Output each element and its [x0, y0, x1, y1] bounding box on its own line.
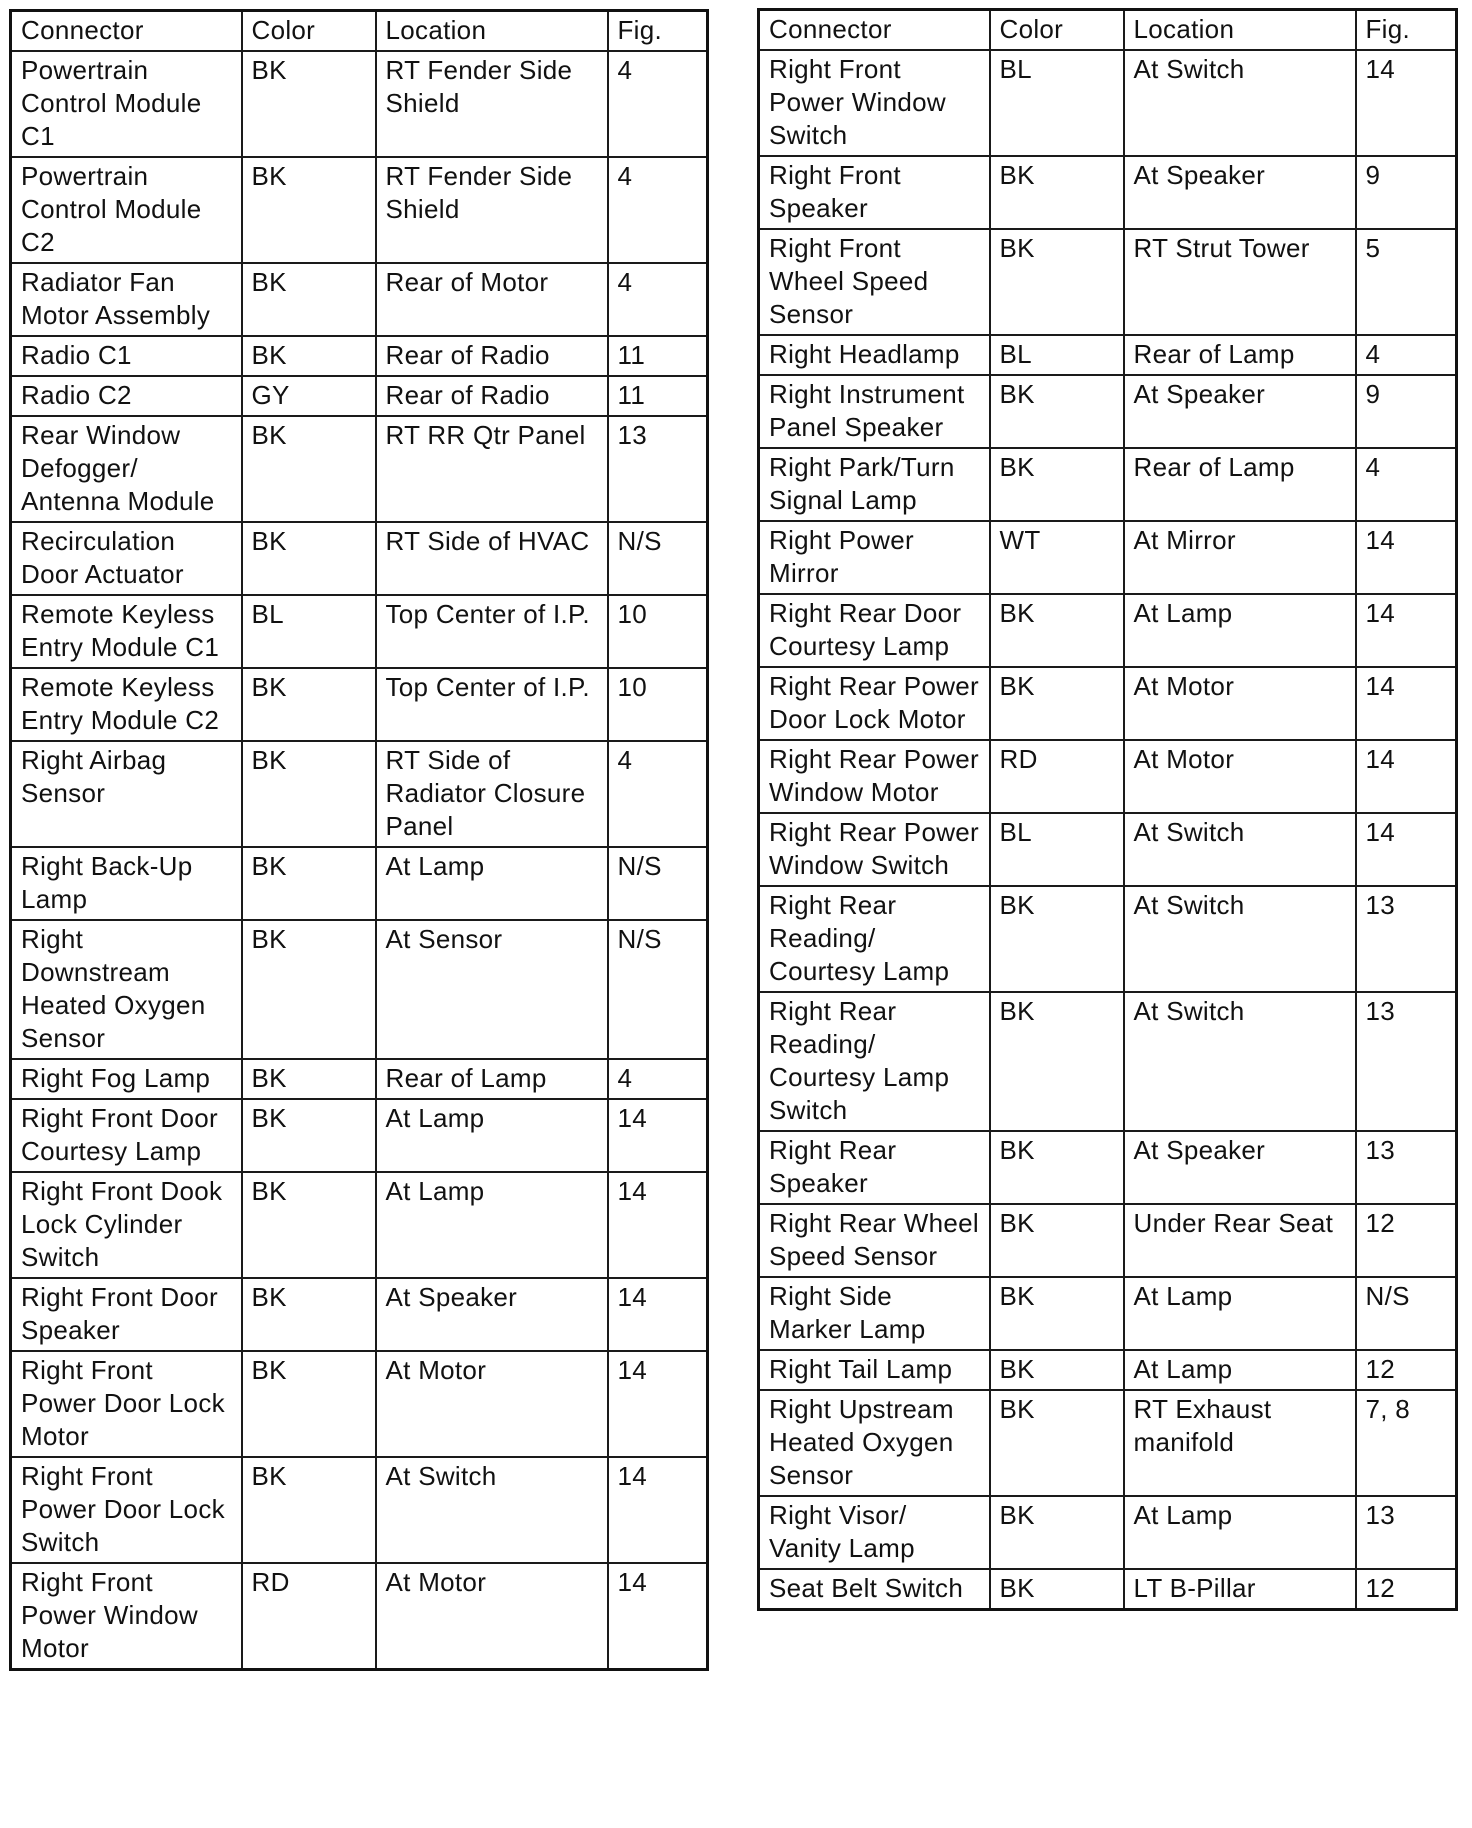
cell-color: BK — [242, 1278, 376, 1351]
cell-color: GY — [242, 376, 376, 416]
table-row — [11, 1278, 708, 1351]
cell-color: BK — [990, 1569, 1124, 1610]
cell-location: At Lamp — [1124, 1277, 1356, 1350]
cell-fig: 13 — [608, 416, 708, 522]
cell-location: Rear of Radio — [376, 376, 608, 416]
cell-color: BK — [242, 1099, 376, 1172]
cell-location: RT Side of HVAC — [376, 522, 608, 595]
table-row — [11, 376, 708, 416]
table-row — [759, 335, 1457, 375]
cell-connector: Right Park/Turn Signal Lamp — [759, 448, 990, 521]
cell-connector: Right Instrument Panel Speaker — [759, 375, 990, 448]
cell-connector: Right Front Power Window Switch — [759, 50, 990, 156]
header-connector: Connector — [759, 10, 990, 51]
cell-fig: 14 — [1356, 521, 1457, 594]
cell-connector: Right Side Marker Lamp — [759, 1277, 990, 1350]
cell-color: BK — [990, 1496, 1124, 1569]
table-header-row — [11, 11, 708, 52]
cell-location: Under Rear Seat — [1124, 1204, 1356, 1277]
cell-location: At Switch — [1124, 50, 1356, 156]
cell-color: BK — [990, 375, 1124, 448]
cell-connector: Right Rear Power Window Switch — [759, 813, 990, 886]
cell-color: BK — [990, 229, 1124, 335]
table-row — [759, 1390, 1457, 1496]
cell-location: At Speaker — [1124, 156, 1356, 229]
table-row — [11, 336, 708, 376]
table-row — [11, 1457, 708, 1563]
cell-location: At Motor — [1124, 667, 1356, 740]
cell-location: RT Fender Side Shield — [376, 157, 608, 263]
cell-connector: Radio C1 — [11, 336, 242, 376]
cell-connector: Right Headlamp — [759, 335, 990, 375]
cell-location: At Motor — [376, 1563, 608, 1670]
cell-fig: 14 — [1356, 667, 1457, 740]
table-row — [759, 1569, 1457, 1610]
cell-fig: 12 — [1356, 1204, 1457, 1277]
cell-fig: 14 — [1356, 813, 1457, 886]
cell-location: Top Center of I.P. — [376, 595, 608, 668]
cell-color: BK — [242, 1172, 376, 1278]
cell-location: At Sensor — [376, 920, 608, 1059]
cell-fig: 4 — [608, 51, 708, 157]
cell-connector: Right Front Door Courtesy Lamp — [11, 1099, 242, 1172]
header-location: Location — [1124, 10, 1356, 51]
cell-fig: N/S — [608, 522, 708, 595]
cell-fig: 14 — [608, 1099, 708, 1172]
cell-connector: Right Front Power Door Lock Motor — [11, 1351, 242, 1457]
cell-fig: 9 — [1356, 375, 1457, 448]
table-row — [759, 1131, 1457, 1204]
table-row — [759, 813, 1457, 886]
cell-fig: 14 — [608, 1563, 708, 1670]
cell-fig: 4 — [608, 263, 708, 336]
cell-connector: Right Upstream Heated Oxygen Sensor — [759, 1390, 990, 1496]
cell-connector: Right Rear Speaker — [759, 1131, 990, 1204]
cell-color: BK — [990, 448, 1124, 521]
cell-color: BL — [990, 813, 1124, 886]
table-row — [11, 416, 708, 522]
table-row — [11, 1099, 708, 1172]
cell-fig: N/S — [608, 920, 708, 1059]
cell-color: BK — [242, 920, 376, 1059]
cell-fig: 4 — [1356, 448, 1457, 521]
header-connector: Connector — [11, 11, 242, 52]
cell-fig: 14 — [1356, 594, 1457, 667]
cell-fig: 14 — [1356, 50, 1457, 156]
header-location: Location — [376, 11, 608, 52]
cell-fig: 11 — [608, 336, 708, 376]
cell-location: RT Exhaust manifold — [1124, 1390, 1356, 1496]
table-row — [11, 1172, 708, 1278]
cell-color: BL — [242, 595, 376, 668]
cell-color: BK — [242, 51, 376, 157]
cell-fig: 13 — [1356, 886, 1457, 992]
cell-connector: Radiator Fan Motor Assembly — [11, 263, 242, 336]
table-row — [759, 375, 1457, 448]
cell-fig: 4 — [608, 741, 708, 847]
cell-connector: Right Visor/ Vanity Lamp — [759, 1496, 990, 1569]
cell-location: At Lamp — [376, 847, 608, 920]
cell-connector: Radio C2 — [11, 376, 242, 416]
cell-color: BK — [242, 416, 376, 522]
cell-fig: 9 — [1356, 156, 1457, 229]
cell-fig: 5 — [1356, 229, 1457, 335]
cell-location: Rear of Lamp — [1124, 335, 1356, 375]
cell-fig: 12 — [1356, 1569, 1457, 1610]
cell-color: BK — [242, 1457, 376, 1563]
table-row — [11, 51, 708, 157]
cell-location: RT Fender Side Shield — [376, 51, 608, 157]
cell-fig: N/S — [1356, 1277, 1457, 1350]
cell-connector: Right Rear Reading/ Courtesy Lamp Switch — [759, 992, 990, 1131]
cell-connector: Right Rear Power Door Lock Motor — [759, 667, 990, 740]
cell-connector: Seat Belt Switch — [759, 1569, 990, 1610]
cell-fig: 13 — [1356, 1131, 1457, 1204]
table-row — [759, 740, 1457, 813]
cell-color: BK — [990, 1204, 1124, 1277]
table-row — [11, 1351, 708, 1457]
cell-location: At Lamp — [1124, 594, 1356, 667]
cell-color: BK — [242, 668, 376, 741]
header-color: Color — [990, 10, 1124, 51]
table-row — [11, 668, 708, 741]
cell-connector: Right Front Power Window Motor — [11, 1563, 242, 1670]
cell-location: At Switch — [1124, 813, 1356, 886]
cell-color: BK — [242, 1059, 376, 1099]
cell-connector: Right Rear Door Courtesy Lamp — [759, 594, 990, 667]
table-row — [759, 667, 1457, 740]
cell-location: At Lamp — [1124, 1350, 1356, 1390]
cell-connector: Rear Window Defogger/ Antenna Module — [11, 416, 242, 522]
cell-fig: 10 — [608, 595, 708, 668]
cell-color: BK — [990, 156, 1124, 229]
table-header-row — [759, 10, 1457, 51]
cell-color: BK — [242, 741, 376, 847]
cell-color: BK — [242, 157, 376, 263]
table-row — [759, 521, 1457, 594]
table-row — [11, 595, 708, 668]
cell-location: At Speaker — [1124, 375, 1356, 448]
cell-location: At Lamp — [376, 1099, 608, 1172]
cell-location: Rear of Motor — [376, 263, 608, 336]
table-row — [11, 263, 708, 336]
cell-connector: Right Fog Lamp — [11, 1059, 242, 1099]
cell-location: At Lamp — [376, 1172, 608, 1278]
cell-color: BK — [990, 1277, 1124, 1350]
cell-location: RT Side of Radiator Closure Panel — [376, 741, 608, 847]
cell-connector: Right Rear Reading/ Courtesy Lamp — [759, 886, 990, 992]
table-row — [759, 1496, 1457, 1569]
cell-location: At Motor — [1124, 740, 1356, 813]
cell-fig: 14 — [608, 1351, 708, 1457]
cell-fig: 14 — [608, 1278, 708, 1351]
cell-color: BK — [242, 336, 376, 376]
cell-location: Rear of Lamp — [1124, 448, 1356, 521]
cell-color: BL — [990, 335, 1124, 375]
cell-color: BK — [990, 1390, 1124, 1496]
cell-connector: Right Front Speaker — [759, 156, 990, 229]
table-row — [759, 448, 1457, 521]
table-row — [11, 741, 708, 847]
cell-connector: Right Downstream Heated Oxygen Sensor — [11, 920, 242, 1059]
table-row — [11, 1563, 708, 1670]
cell-fig: 10 — [608, 668, 708, 741]
cell-color: RD — [242, 1563, 376, 1670]
table-row — [11, 157, 708, 263]
cell-location: At Speaker — [376, 1278, 608, 1351]
header-color: Color — [242, 11, 376, 52]
cell-location: At Switch — [1124, 886, 1356, 992]
table-row — [759, 50, 1457, 156]
cell-color: BK — [242, 522, 376, 595]
cell-connector: Powertrain Control Module C2 — [11, 157, 242, 263]
cell-location: At Motor — [376, 1351, 608, 1457]
table-row — [759, 156, 1457, 229]
cell-color: BL — [990, 50, 1124, 156]
cell-location: At Switch — [1124, 992, 1356, 1131]
header-fig: Fig. — [1356, 10, 1457, 51]
cell-color: BK — [990, 992, 1124, 1131]
cell-fig: 14 — [608, 1172, 708, 1278]
cell-connector: Powertrain Control Module C1 — [11, 51, 242, 157]
cell-location: RT Strut Tower — [1124, 229, 1356, 335]
cell-fig: N/S — [608, 847, 708, 920]
cell-color: RD — [990, 740, 1124, 813]
cell-location: Top Center of I.P. — [376, 668, 608, 741]
cell-connector: Right Airbag Sensor — [11, 741, 242, 847]
cell-connector: Right Power Mirror — [759, 521, 990, 594]
cell-location: At Switch — [376, 1457, 608, 1563]
cell-fig: 12 — [1356, 1350, 1457, 1390]
cell-location: Rear of Radio — [376, 336, 608, 376]
cell-connector: Right Front Dook Lock Cylinder Switch — [11, 1172, 242, 1278]
cell-connector: Recirculation Door Actuator — [11, 522, 242, 595]
cell-location: At Lamp — [1124, 1496, 1356, 1569]
table-row — [759, 992, 1457, 1131]
cell-fig: 4 — [608, 157, 708, 263]
cell-connector: Right Front Door Speaker — [11, 1278, 242, 1351]
cell-color: BK — [990, 594, 1124, 667]
cell-fig: 13 — [1356, 992, 1457, 1131]
cell-color: BK — [242, 1351, 376, 1457]
cell-fig: 4 — [608, 1059, 708, 1099]
table-row — [759, 1350, 1457, 1390]
table-row — [759, 886, 1457, 992]
header-fig: Fig. — [608, 11, 708, 52]
cell-color: BK — [990, 667, 1124, 740]
cell-fig: 14 — [1356, 740, 1457, 813]
connector-table-right — [757, 8, 1458, 1611]
cell-location: At Speaker — [1124, 1131, 1356, 1204]
table-row — [759, 1204, 1457, 1277]
table-row — [759, 229, 1457, 335]
cell-color: BK — [242, 847, 376, 920]
cell-location: Rear of Lamp — [376, 1059, 608, 1099]
cell-color: BK — [990, 1131, 1124, 1204]
cell-connector: Right Front Wheel Speed Sensor — [759, 229, 990, 335]
cell-connector: Remote Keyless Entry Module C2 — [11, 668, 242, 741]
cell-color: BK — [990, 1350, 1124, 1390]
cell-fig: 4 — [1356, 335, 1457, 375]
table-row — [11, 522, 708, 595]
cell-connector: Right Rear Wheel Speed Sensor — [759, 1204, 990, 1277]
table-row — [11, 920, 708, 1059]
cell-location: At Mirror — [1124, 521, 1356, 594]
cell-fig: 11 — [608, 376, 708, 416]
cell-color: BK — [242, 263, 376, 336]
cell-location: RT RR Qtr Panel — [376, 416, 608, 522]
table-row — [759, 1277, 1457, 1350]
cell-fig: 14 — [608, 1457, 708, 1563]
cell-connector: Right Rear Power Window Motor — [759, 740, 990, 813]
cell-connector: Right Back-Up Lamp — [11, 847, 242, 920]
connector-table-left — [9, 9, 709, 1671]
cell-fig: 13 — [1356, 1496, 1457, 1569]
cell-color: BK — [990, 886, 1124, 992]
cell-connector: Right Tail Lamp — [759, 1350, 990, 1390]
cell-connector: Remote Keyless Entry Module C1 — [11, 595, 242, 668]
table-row — [11, 1059, 708, 1099]
cell-connector: Right Front Power Door Lock Switch — [11, 1457, 242, 1563]
table-row — [11, 847, 708, 920]
cell-color: WT — [990, 521, 1124, 594]
cell-location: LT B-Pillar — [1124, 1569, 1356, 1610]
table-row — [759, 594, 1457, 667]
cell-fig: 7, 8 — [1356, 1390, 1457, 1496]
